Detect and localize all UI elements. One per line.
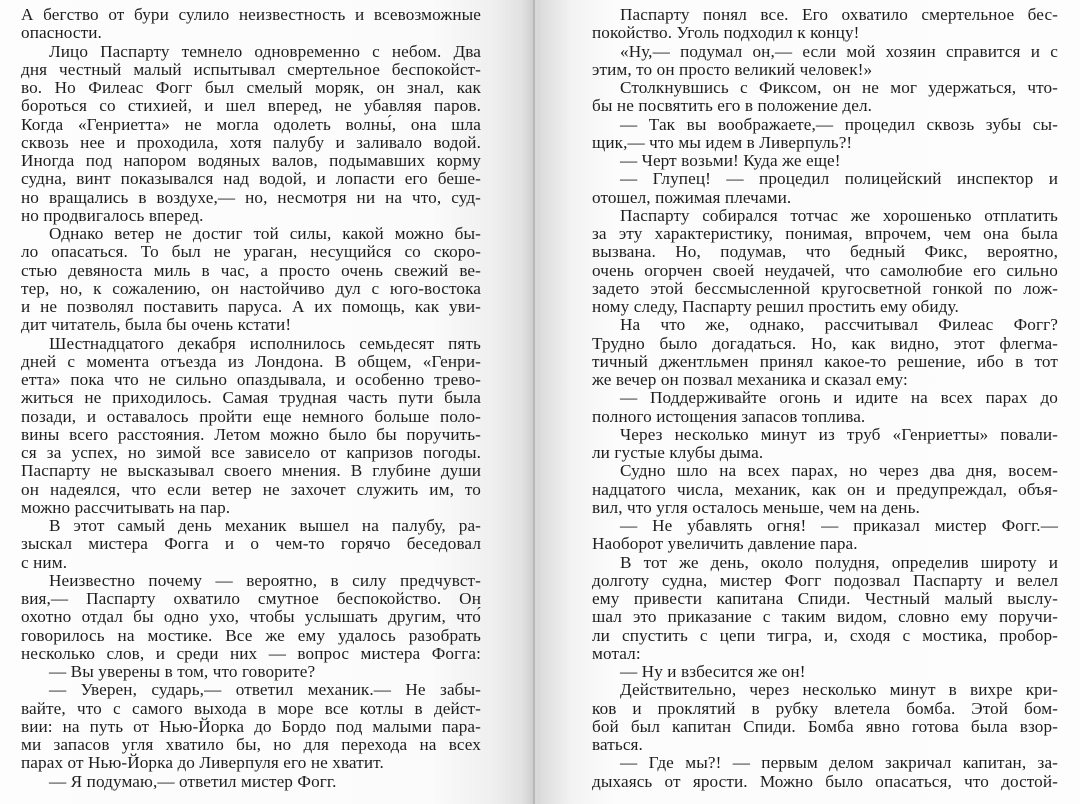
text-line: Через несколько минут из труб «Генриетты» повали- <box>620 424 1058 444</box>
text-line: Паспарту не высказывал своего мнения. В глубине души <box>21 461 481 481</box>
text-line: ся за успех, но зимой все зависело от капризов погоды. <box>21 443 481 462</box>
text-line: покойство. Уголь подходил к концу! <box>592 23 860 43</box>
text-line: — Ну и взбесится же он! <box>620 662 806 681</box>
text-line: же вечер он позвал механика и сказал ему: <box>592 370 908 389</box>
text-line: дней с момента отъезда из Лондона. В общем, «Генри- <box>21 351 481 371</box>
text-line: долготу судна, мистер Фогг подозвал Паспарту и велел <box>592 570 1058 590</box>
text-line: Трудно было догадаться. Но, как видно, этот флегма- <box>592 333 1058 353</box>
text-line: ному следу, Паспарту решил простить ему обиду. <box>592 297 959 316</box>
text-line: щик,— что мы идем в Ливерпуль?! <box>592 132 853 152</box>
text-line: сквозь нее и проходила, хотя палубу и заливало водой. <box>21 132 481 152</box>
text-line: и не позволял поставить паруса. А их помощь, как уви- <box>21 297 481 316</box>
text-line: надцатого числа, механик, как он и предупреждал, объя- <box>592 479 1058 499</box>
text-line: — Не убавлять огня! — приказал мистер Фогг.— <box>620 516 1058 535</box>
text-line: «Ну,— подумал он,— если мой хозяин справится и с <box>620 41 1058 61</box>
text-line: Наоборот увеличить давление пара. <box>592 534 858 554</box>
text-line: житься не приходилось. Самая трудная часть пути была <box>21 388 481 408</box>
gutter-shadow <box>520 0 533 804</box>
text-line: Паспарту собирался тотчас же хорошенько отплатить <box>620 205 1058 225</box>
text-line: ли спустить с цепи тигра, и, сходя с мостика, пробор- <box>592 625 1058 645</box>
text-line: судна, винт показывался над водой, и лопасти его беше- <box>21 169 481 189</box>
text-line: — Черт возьми! Куда же еще! <box>620 151 841 170</box>
text-line: етта» пока что не сильно опаздывала, и особенно трево- <box>21 370 481 389</box>
text-line: ли густые клубы дыма. <box>592 443 764 462</box>
text-line: дит читатель, была бы очень кстати! <box>21 315 292 335</box>
text-line: Иногда под напором водяных валов, подымавших корму <box>21 151 481 170</box>
scan-artifact <box>6 786 14 796</box>
text-line: Судно шло на всех парах, но через два дня, восем- <box>620 461 1058 481</box>
book-gutter <box>533 0 535 804</box>
text-line: В этот самый день механик вышел на палубу, ра- <box>49 516 481 535</box>
text-line: мотал: <box>592 643 641 663</box>
text-line: но продвигалось вперед. <box>21 205 204 225</box>
text-line: полного истощения запасов топлива. <box>592 406 866 426</box>
text-line: во. Но Филеас Фогг был смелый моряк, он знал, как <box>21 78 481 97</box>
text-line: Лицо Паспарту темнело одновременно с небом. Два <box>49 41 481 61</box>
text-line: можно рассчитывать на пар. <box>21 497 231 517</box>
text-line: этим, то он просто великий человек!» <box>592 59 873 79</box>
text-line: шал это приказание с таким видом, словно ему поручи- <box>592 607 1058 627</box>
text-line: бой был капитан Спиди. Бомба явно готова была взор- <box>592 716 1058 736</box>
text-line: несколько слов, и среди них — вопрос мистера Фогга: <box>21 643 481 663</box>
text-line: бороться со стихией, и шел вперед, не убавляя паров. <box>21 96 481 116</box>
text-line: парах от Нью-Йорка до Ливерпуля его не хватит. <box>21 753 384 773</box>
text-line: — Так вы воображаете,— процедил сквозь зубы сы- <box>620 114 1058 134</box>
text-line: тер, но, к сожалению, он настойчиво дул с юго-востока <box>21 278 481 298</box>
text-line: Шестнадцатого декабря исполнилось семьдесят пять <box>49 333 481 353</box>
text-line: Когда «Генриетта» не могла одолеть волны́, она шла <box>21 114 481 134</box>
text-line: тичный джентльмен принял какое-то решение, ибо в тот <box>592 351 1058 371</box>
text-line: ков и проклятий в рубку влетела бомба. Этой бом- <box>592 698 1058 718</box>
text-line: позади, и оставалось пройти еще немного больше поло- <box>21 406 481 426</box>
text-line: Паспарту понял все. Его охватило смертельное бес- <box>620 5 1058 24</box>
text-line: ми запасов угля хватило бы, но для перехода на всех <box>21 735 481 754</box>
text-line: Неизвестно почему — вероятно, в силу предчувст- <box>49 570 481 590</box>
text-line: — Где мы?! — первым делом закричал капитан, за- <box>620 753 1058 773</box>
text-line: вины всего расстояния. Летом можно было бы поручить- <box>21 424 481 444</box>
right-page-text <box>592 6 1058 791</box>
text-line: опасности. <box>21 23 102 43</box>
text-line: Действительно, через несколько минут в вихре кри- <box>620 680 1058 700</box>
text-line: дня честный малый испытывал смертельное беспокойст- <box>21 59 481 79</box>
text-line: отошел, пожимая плечами. <box>592 187 792 207</box>
text-line: А бегство от бури сулило неизвестность и всевозможные <box>21 5 481 24</box>
text-line: бы не посвятить его в положение дел. <box>592 96 873 116</box>
text-line: говорилось на мостике. Все же ему удалось разобрать <box>21 625 481 645</box>
text-line: ему привести капитана Спиди. Честный малый выслу- <box>592 589 1058 608</box>
text-line: — Вы уверены в том, что говорите? <box>49 662 316 681</box>
left-page-text <box>21 6 481 791</box>
text-line: охотно отдал бы одно ухо, чтобы услышать другим, что́ <box>21 607 481 627</box>
text-line: он надеялся, что если ветер не захочет служить им, то <box>21 479 481 499</box>
text-line: но вращались в воздухе,— но, несмотря ни на что, суд- <box>21 187 481 207</box>
right-page <box>540 0 1080 804</box>
text-line: стью девяноста миль в час, а просто очень свежий ве- <box>21 260 481 280</box>
text-line: — Поддерживайте огонь и идите на всех парах до <box>620 388 1058 408</box>
text-line: вайте, что с самого выхода в море все котлы в дейст- <box>21 698 481 718</box>
text-line: задето этой бессмысленной кругосветной гонкой по лож- <box>592 278 1058 298</box>
text-line: Столкнувшись с Фиксом, он не мог удержаться, что- <box>620 78 1058 97</box>
text-line: — Глупец! — процедил полицейский инспектор и <box>620 169 1058 189</box>
text-line: вызвана. Но, подумав, что бедный Фикс, вероятно, <box>592 242 1058 262</box>
text-line: за эту характеристику, понимая, впрочем, чем она была <box>592 224 1058 243</box>
text-line: вия,— Паспарту охватило смутное беспокойство. Он <box>21 589 481 608</box>
text-line: В тот же день, около полудня, определив широту и <box>620 552 1058 572</box>
text-line: Однако ветер не достиг той силы, какой можно бы- <box>49 224 481 243</box>
text-line: На что же, однако, рассчитывал Филеас Фогг? <box>620 315 1058 335</box>
text-line: — Я подумаю,— ответил мистер Фогг. <box>49 771 337 791</box>
text-line: очень огорчен своей неудачей, что самолюбие его сильно <box>592 260 1058 280</box>
text-line: вил, что угля осталось меньше, чем на день. <box>592 497 920 517</box>
text-line: вии: на путь от Нью-Йорка до Бордо под малыми пара- <box>21 716 481 736</box>
text-line: зыскал мистера Фогга и о чем-то горячо беседовал <box>21 534 481 554</box>
text-line: ваться. <box>592 735 643 754</box>
text-line: дыхаясь от ярости. Можно было опасаться, что достой- <box>592 771 1058 791</box>
text-line: ло опасаться. То был не ураган, несущийся со скоро- <box>21 242 481 262</box>
text-line: — Уверен, сударь,— ответил механик.— Не забы- <box>49 680 481 700</box>
text-line: с ним. <box>21 552 68 572</box>
